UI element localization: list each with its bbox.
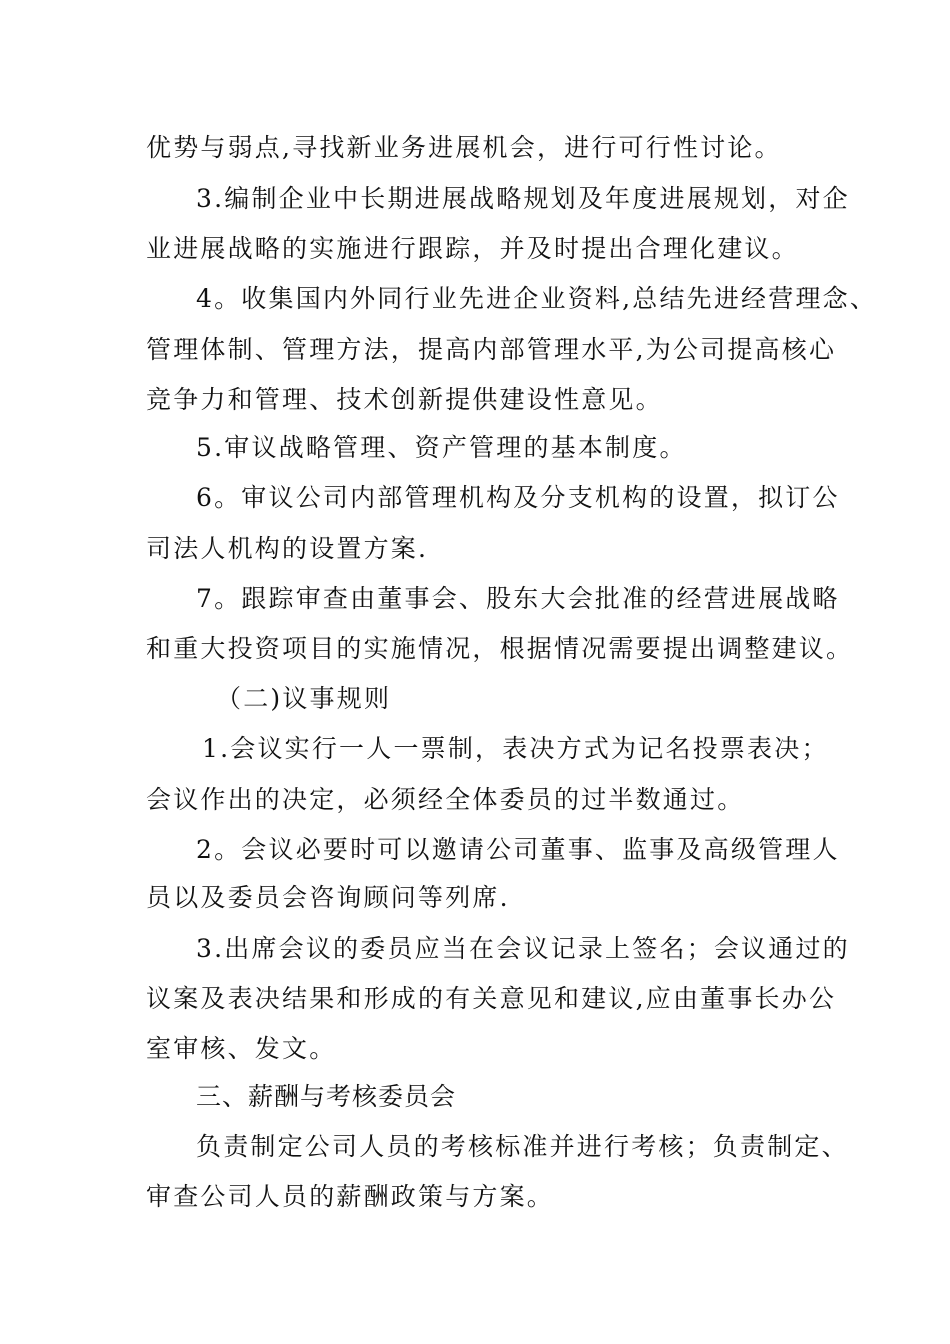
paragraph-line: 优势与弱点,寻找新业务进展机会，进行可行性讨论。 bbox=[146, 133, 782, 162]
paragraph-line: 4。收集国内外同行业先进企业资料,总结先进经营理念、 bbox=[196, 284, 878, 313]
paragraph-line: 7。跟踪审查由董事会、股东大会批准的经营进展战略 bbox=[196, 584, 840, 613]
paragraph-line: 议案及表决结果和形成的有关意见和建议,应由董事长办公 bbox=[146, 984, 837, 1013]
paragraph-line: 员以及委员会咨询顾问等列席. bbox=[146, 883, 510, 912]
paragraph-line: 2。会议必要时可以邀请公司董事、监事及高级管理人 bbox=[196, 835, 840, 864]
paragraph-line: 1.会议实行一人一票制，表决方式为记名投票表决； bbox=[202, 734, 829, 763]
section-heading: 三、薪酬与考核委员会 bbox=[196, 1082, 457, 1111]
paragraph-line: 管理体制、管理方法，提高内部管理水平,为公司提高核心 bbox=[146, 335, 837, 364]
paragraph-line: 竞争力和管理、技术创新提供建设性意见。 bbox=[146, 385, 663, 414]
paragraph-line: 负责制定公司人员的考核标准并进行考核；负责制定、 bbox=[196, 1132, 849, 1161]
paragraph-line: 室审核、发文。 bbox=[146, 1034, 337, 1063]
paragraph-line: 6。审议公司内部管理机构及分支机构的设置，拟订公 bbox=[196, 483, 840, 512]
paragraph-line: 司法人机构的设置方案. bbox=[146, 534, 429, 563]
paragraph-line: 会议作出的决定，必须经全体委员的过半数通过。 bbox=[146, 785, 745, 814]
paragraph-line: 3.编制企业中长期进展战略规划及年度进展规划，对企 bbox=[196, 184, 850, 213]
paragraph-line: 和重大投资项目的实施情况，根据情况需要提出调整建议。 bbox=[146, 634, 854, 663]
paragraph-line: 业进展战略的实施进行跟踪，并及时提出合理化建议。 bbox=[146, 234, 799, 263]
paragraph-line: 3.出席会议的委员应当在会议记录上签名；会议通过的 bbox=[196, 934, 850, 963]
section-subheading: （二)议事规则 bbox=[216, 684, 392, 713]
paragraph-line: 审查公司人员的薪酬政策与方案。 bbox=[146, 1182, 555, 1211]
paragraph-line: 5.审议战略管理、资产管理的基本制度。 bbox=[196, 433, 687, 462]
